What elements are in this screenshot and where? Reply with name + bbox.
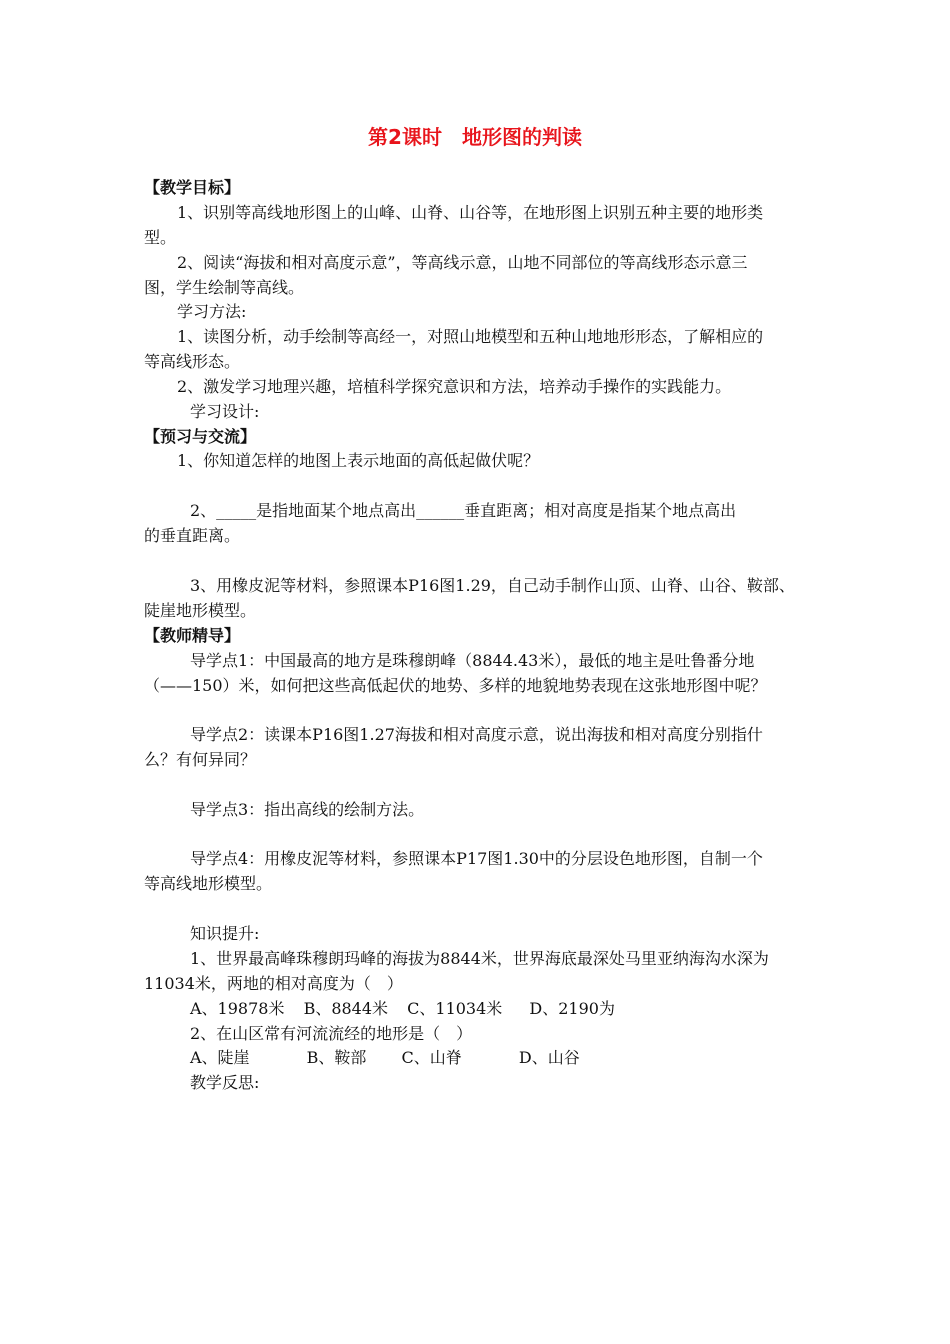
page-title: 第2课时 地形图的判读 xyxy=(368,125,582,149)
guide-heading: 【教师精导】 xyxy=(144,626,241,645)
preview-question-2-line-1: 2、_____是指地面某个地点高出______垂直距离；相对高度是指某个地点高出 xyxy=(190,501,737,520)
option-a: A、19878米 xyxy=(190,999,285,1018)
option-b: B、8844米 xyxy=(303,999,389,1018)
option-d: D、2190为 xyxy=(529,999,615,1018)
method-2: 2、激发学习地理兴趣，培植科学探究意识和方法，培养动手操作的实践能力。 xyxy=(177,377,732,396)
preview-question-3-line-2: 陡崖地形模型。 xyxy=(144,601,257,620)
guide-point-2-line-1: 导学点2：读课本P16图1.27海拔和相对高度示意，说出海拔和相对高度分别指什 xyxy=(190,725,763,744)
design-heading: 学习设计: xyxy=(190,402,260,421)
knowledge-question-2-options xyxy=(190,1048,580,1068)
methods-heading: 学习方法: xyxy=(177,302,247,321)
guide-point-4-line-2: 等高线地形模型。 xyxy=(144,874,273,893)
objective-1-line-2: 型。 xyxy=(144,228,177,247)
guide-point-4-line-1: 导学点4：用橡皮泥等材料，参照课本P17图1.30中的分层设色地形图，自制一个 xyxy=(190,849,763,868)
preview-question-1: 1、你知道怎样的地图上表示地面的高低起做伏呢？ xyxy=(177,451,540,470)
guide-point-1-line-1: 导学点1：中国最高的地方是珠穆朗峰（8844.43米），最低的地主是吐鲁番分地 xyxy=(190,651,755,670)
option-a: A、陡崖 xyxy=(190,1048,250,1067)
knowledge-question-1-line-1: 1、世界最高峰珠穆朗玛峰的海拔为8844米，世界海底最深处马里亚纳海沟水深为 xyxy=(190,949,769,968)
objective-2-line-1: 2、阅读“海拔和相对高度示意”，等高线示意，山地不同部位的等高线形态示意三 xyxy=(177,253,748,272)
guide-point-1-line-2: （——150）米，如何把这些高低起伏的地势、多样的地貌地势表现在这张地形图中呢？ xyxy=(144,676,767,695)
knowledge-heading: 知识提升: xyxy=(190,924,260,943)
method-1-line-1: 1、读图分析，动手绘制等高经一，对照山地模型和五种山地地形形态，了解相应的 xyxy=(177,327,764,346)
reflection-heading: 教学反思: xyxy=(190,1073,260,1092)
knowledge-question-2: 2、在山区常有河流流经的地形是（ ） xyxy=(190,1024,473,1043)
guide-point-3: 导学点3：指出高线的绘制方法。 xyxy=(190,800,425,819)
option-c: C、山脊 xyxy=(401,1048,462,1067)
option-b: B、鞍部 xyxy=(306,1048,367,1067)
option-c: C、11034米 xyxy=(407,999,503,1018)
preview-question-3-line-1: 3、用橡皮泥等材料，参照课本P16图1.29，自己动手制作山顶、山脊、山谷、鞍部、 xyxy=(190,576,795,595)
preview-question-2-line-2: 的垂直距离。 xyxy=(144,526,241,545)
knowledge-question-1-line-2: 11034米，两地的相对高度为（ ） xyxy=(144,974,403,993)
option-d: D、山谷 xyxy=(518,1048,580,1067)
objective-1-line-1: 1、识别等高线地形图上的山峰、山脊、山谷等，在地形图上识别五种主要的地形类 xyxy=(177,203,764,222)
objective-2-line-2: 图，学生绘制等高线。 xyxy=(144,278,305,297)
knowledge-question-1-options xyxy=(190,999,615,1019)
method-1-line-2: 等高线形态。 xyxy=(144,352,241,371)
preview-heading: 【预习与交流】 xyxy=(144,427,257,446)
objectives-heading: 【教学目标】 xyxy=(144,178,241,197)
guide-point-2-line-2: 么？有何异同？ xyxy=(144,750,257,769)
